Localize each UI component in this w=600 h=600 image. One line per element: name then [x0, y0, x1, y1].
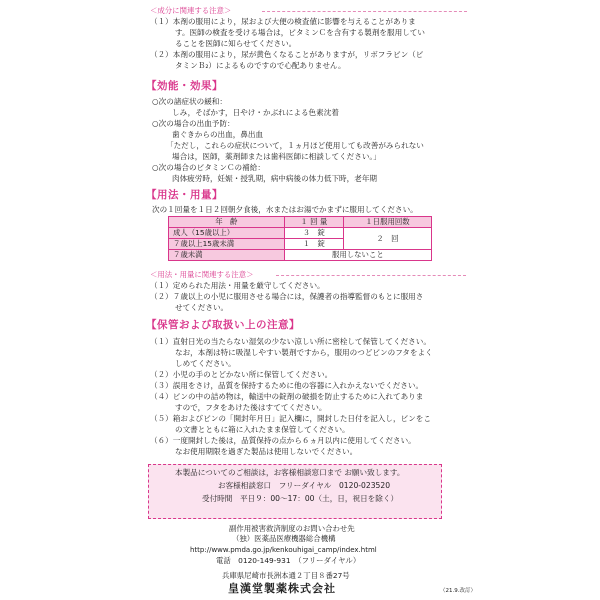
component-note-line: （２）本剤の服用により，尿が黄色くなることがありますが，リボフラビン（ビ: [150, 50, 424, 59]
contact-line: 受付時間 平日９：00～17：00（土，日，祝日を除く）: [202, 494, 399, 503]
storage-line: （４）ビンの中の詰め物は，輸送中の錠剤の破損を防止するために入れてありま: [150, 392, 424, 401]
efficacy-line: 歯ぐきからの出血，鼻出血: [172, 130, 264, 139]
dosage-intro: 次の１回量を１日２回朝夕食後，水またはお湯でかまずに服用してください。: [152, 205, 418, 214]
efficacy-line: 肉体疲労時，妊娠・授乳期，病中病後の体力低下時，老年期: [172, 174, 378, 183]
storage-line: すので，フタをあけた後はすててください。: [175, 403, 327, 412]
storage-line: （６）一度開封した後は，品質保持の点から６ヵ月以内に使用してください。: [150, 436, 416, 445]
component-note-line: タミンＢ₂）によるものですので心配ありません。: [175, 61, 346, 70]
efficacy-title: 【効能・効果】: [146, 80, 223, 92]
row-age: ７歳以上15歳未満: [169, 239, 285, 250]
relief-phone: 電話 0120-149-931 （フリーダイヤル）: [216, 556, 361, 565]
dosage-note-line: （１）定められた用法・用量を厳守してください。: [150, 281, 325, 290]
efficacy-line: 「ただし，これらの症状について，１ヵ月ほど使用しても改善がみられない: [166, 141, 424, 150]
efficacy-line: ○次の諸症状の緩和：: [152, 97, 227, 106]
col-age: 年 齢: [169, 217, 285, 228]
row-age: 成人（15歳以上）: [169, 228, 285, 239]
relief-url: http://www.pmda.go.jp/kenkouhigai_camp/index.html: [190, 546, 377, 554]
col-times: １日服用回数: [343, 217, 431, 228]
relief-line: 副作用被害救済制度のお問い合わせ先: [229, 524, 355, 533]
efficacy-line: ○次の場合の出血予防：: [152, 119, 235, 128]
efficacy-line: しみ，そばかす，日やけ・かぶれによる色素沈着: [172, 108, 339, 117]
company-address: 兵庫県尼崎市長洲本通２丁目８番27号: [222, 571, 350, 580]
component-note-line: す。医師の検査を受ける場合は，ビタミンＣを含有する製剤を服用してい: [175, 28, 425, 37]
row-age: ７歳未満: [169, 250, 285, 261]
contact-line: 本製品についてのご相談は，お客様相談窓口まで お願い致します。: [175, 468, 405, 477]
storage-line: しめてください。: [175, 359, 236, 368]
component-note-line: （１）本剤の服用により，尿および大便の検査値に影響を与えることがありま: [150, 17, 416, 26]
storage-line: の文書とともに箱に入れたまま保管してください。: [175, 425, 350, 434]
storage-line: なお，本剤は特に吸湿しやすい製剤ですから，服用のつどビンのフタをよく: [175, 348, 433, 357]
dosage-note-line: せてください。: [175, 303, 229, 312]
revision-code: （21.9.改訂）: [440, 588, 476, 594]
contact-line: お客様相談窓口 フリーダイヤル 0120-023520: [218, 481, 391, 490]
component-note-header: ＜成分に関連する注意＞: [150, 6, 232, 15]
storage-line: （３）誤用をさけ，品質を保持するために他の容器に入れかえないでください。: [150, 381, 424, 390]
relief-line: （独）医薬品医療機器総合機構: [232, 534, 336, 543]
row-note: 服用しないこと: [284, 250, 431, 261]
component-note-line: ることを医師に知らせてください。: [175, 39, 297, 48]
storage-line: （２）小児の手のとどかない所に保管してください。: [150, 370, 333, 379]
efficacy-line: ○次の場合のビタミンＣの補給：: [152, 163, 265, 172]
dosage-table: [168, 216, 432, 261]
storage-line: なお使用期限を過ぎた製品は使用しないでください。: [175, 447, 358, 456]
row-dose: ３ 錠: [284, 228, 343, 239]
storage-line: （１）直射日光の当たらない湿気の少ない涼しい所に密栓して保管してください。: [150, 337, 431, 346]
dosage-title: 【用法・用量】: [146, 189, 223, 201]
col-dose: １ 回 量: [284, 217, 343, 228]
row-dose: １ 錠: [284, 239, 343, 250]
company-name: 皇漢堂製薬株式会社: [228, 582, 336, 595]
divider: [276, 275, 466, 276]
dosage-note-header: ＜用法・用量に関連する注意＞: [150, 270, 254, 279]
divider: [262, 11, 467, 12]
storage-line: （５）箱およびビンの「開封年月日」記入欄に，開封した日付を記入し，ビンをこ: [150, 414, 431, 423]
efficacy-line: 場合は，医師，薬剤師または歯科医師に相談してください。」: [172, 152, 381, 161]
storage-title: 【保管および取扱い上の注意】: [146, 319, 300, 331]
row-times: ２ 回: [343, 228, 431, 250]
dosage-note-line: （２）７歳以上の小児に服用させる場合には，保護者の指導監督のもとに服用さ: [150, 292, 424, 301]
